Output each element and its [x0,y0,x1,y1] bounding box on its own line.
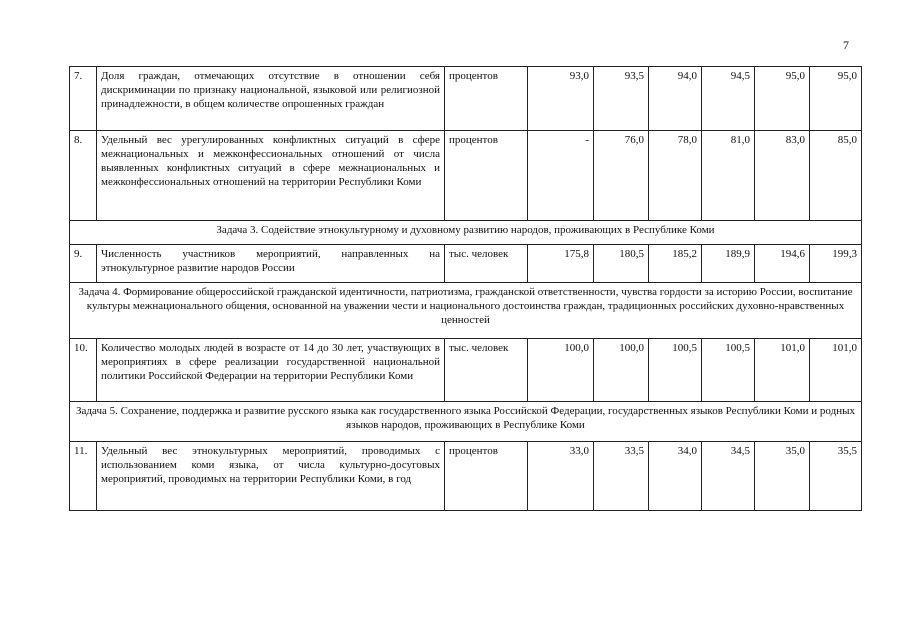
task-heading: Задача 4. Формирование общероссийской гражданской идентичности, патриотизма, гражданской ответственности, чувства гордости за историю России, воспитание культуры межнационального общения, основанной на уважении чести и национального достоинства граждан, традиционных российских духовно-нравственных ценностей [70,283,862,339]
task-heading: Задача 3. Содействие этнокультурному и духовному развитию народов, проживающих в Республике Коми [70,221,862,245]
value-cell: 189,9 [702,245,755,283]
value-cell: 76,0 [594,131,649,221]
indicator-description: Количество молодых людей в возрасте от 14 до 30 лет, участвующих в мероприятиях в сфере реализации государственной национальной политики Российской Федерации на территории Республики Коми [97,339,445,402]
value-cell: 93,0 [528,67,594,131]
value-cell: 94,0 [649,67,702,131]
value-cell: 33,0 [528,442,594,511]
table-row [70,442,862,511]
indicator-description: Доля граждан, отмечающих отсутствие в отношении себя дискриминации по признаку национальной, языковой или религиозной принадлежности, в общем количестве опрошенных граждан [97,67,445,131]
unit-cell: процентов [445,442,528,511]
value-cell: 34,5 [702,442,755,511]
indicator-description: Численность участников мероприятий, направленных на этнокультурное развитие народов России [97,245,445,283]
value-cell: 33,5 [594,442,649,511]
table-row [70,339,862,402]
value-cell: 95,0 [755,67,810,131]
indicator-description: Удельный вес этнокультурных мероприятий, проводимых с использованием коми языка, от числа культурно-досуговых мероприятий, проводимых на территории Республики Коми, в год [97,442,445,511]
value-cell: 199,3 [810,245,862,283]
value-cell: 194,6 [755,245,810,283]
table-row [70,245,862,283]
value-cell: 78,0 [649,131,702,221]
task-row [70,283,862,339]
row-number: 10. [70,339,97,402]
value-cell: 101,0 [755,339,810,402]
value-cell: 35,0 [755,442,810,511]
table-row [70,67,862,131]
value-cell: 180,5 [594,245,649,283]
value-cell: 100,5 [649,339,702,402]
value-cell: 83,0 [755,131,810,221]
value-cell: 94,5 [702,67,755,131]
unit-cell: тыс. человек [445,245,528,283]
indicators-table [69,66,862,511]
value-cell: 175,8 [528,245,594,283]
task-heading: Задача 5. Сохранение, поддержка и развитие русского языка как государственного языка Российской Федерации, государственных языков Республики Коми и родных языков народов, проживающих в Республике Коми [70,402,862,442]
value-cell: 85,0 [810,131,862,221]
value-cell: 95,0 [810,67,862,131]
row-number: 11. [70,442,97,511]
value-cell: 35,5 [810,442,862,511]
row-number: 7. [70,67,97,131]
value-cell: 81,0 [702,131,755,221]
value-cell: 100,0 [528,339,594,402]
unit-cell: процентов [445,67,528,131]
unit-cell: процентов [445,131,528,221]
value-cell: 101,0 [810,339,862,402]
indicator-description: Удельный вес урегулированных конфликтных ситуаций в сфере межнациональных и межконфессиональных отношений от числа выявленных конфликтных ситуаций в сфере межнациональных и межконфессиональных отношений на территории Республики Коми [97,131,445,221]
row-number: 9. [70,245,97,283]
value-cell: 93,5 [594,67,649,131]
value-cell: - [528,131,594,221]
row-number: 8. [70,131,97,221]
page-number: 7 [843,38,849,52]
value-cell: 100,5 [702,339,755,402]
unit-cell: тыс. человек [445,339,528,402]
task-row [70,221,862,245]
value-cell: 185,2 [649,245,702,283]
value-cell: 100,0 [594,339,649,402]
task-row [70,402,862,442]
value-cell: 34,0 [649,442,702,511]
table-row [70,131,862,221]
